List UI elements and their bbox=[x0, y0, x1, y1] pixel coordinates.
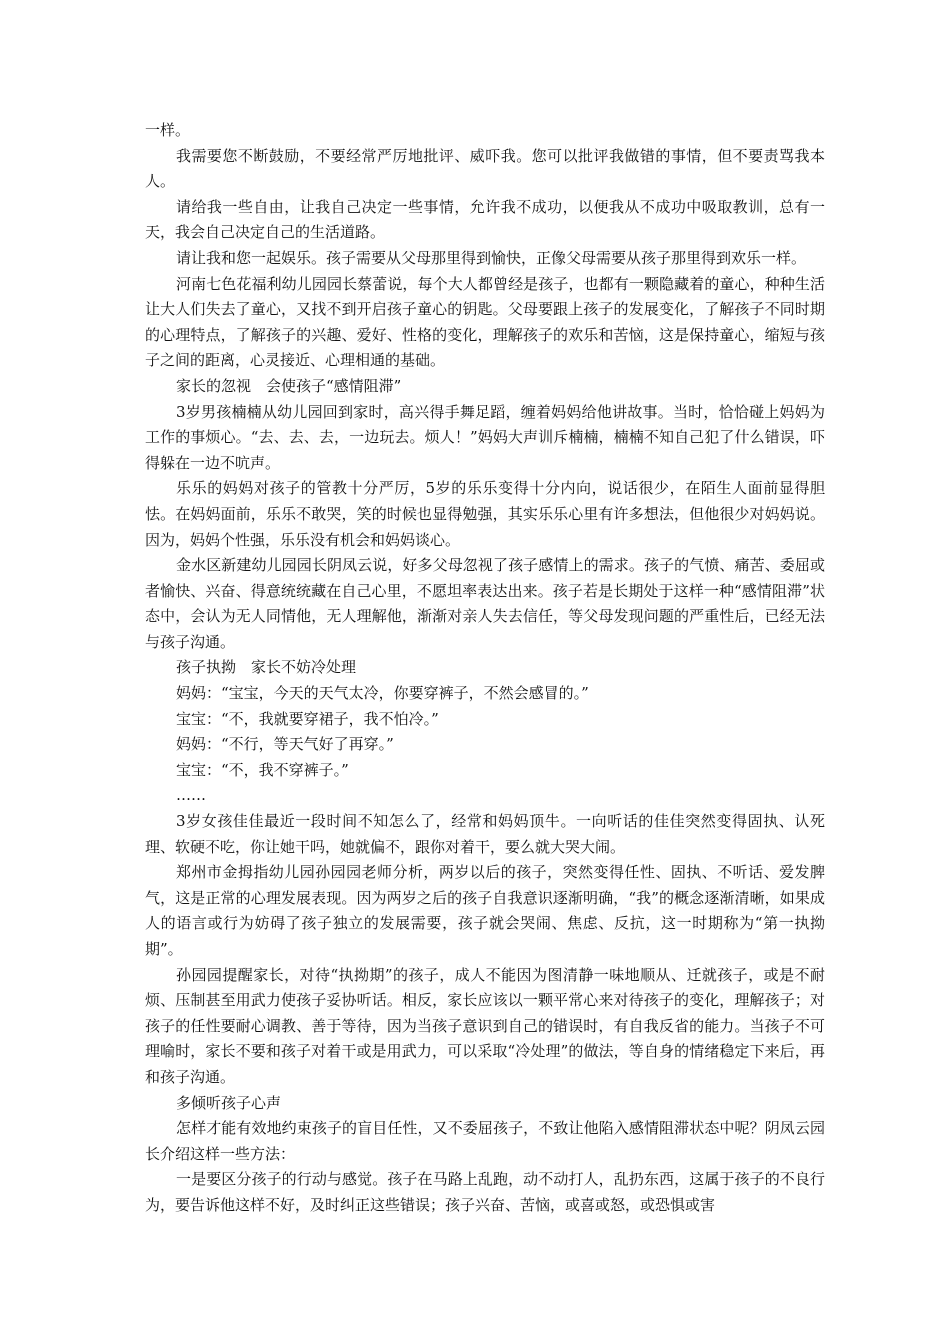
paragraph: 请让我和您一起娱乐。孩子需要从父母那里得到愉快，正像父母需要从孩子那里得到欢乐一样。 bbox=[176, 248, 807, 267]
dialogue-line: 妈妈：“不行，等天气好了再穿。” bbox=[176, 735, 394, 754]
paragraph: 乐乐的妈妈对孩子的管教十分严厉，5岁的乐乐变得十分内向，说话很少，在陌生人面前显得胆怯。在妈妈面前，乐乐不敢哭，笑的时候也显得勉强，其实乐乐心里有许多想法，但他很少对妈妈说。因为，妈妈个性强，乐乐没有机会和妈妈谈心。 bbox=[145, 479, 825, 549]
paragraph: 请给我一些自由，让我自己决定一些事情，允许我不成功，以便我从不成功中吸取教训，总有一天，我会自己决定自己的生活道路。 bbox=[145, 197, 825, 242]
dialogue-line: 宝宝：“不，我不穿裤子。” bbox=[176, 760, 349, 779]
dialogue-line: 妈妈：“宝宝，今天的天气太冷，你要穿裤子，不然会感冒的。” bbox=[176, 684, 589, 703]
dialogue-line: 宝宝：“不，我就要穿裙子，我不怕冷。” bbox=[176, 709, 439, 728]
paragraph: 3岁女孩佳佳最近一段时间不知怎么了，经常和妈妈顶牛。一向听话的佳佳突然变得固执、认死理、软硬不吃，你让她干吗，她就偏不，跟你对着干，要么就大哭大闹。 bbox=[145, 812, 825, 856]
paragraph: 河南七色花福利幼儿园园长蔡蕾说，每个大人都曾经是孩子，也都有一颗隐藏着的童心，种种生活让大人们失去了童心，又找不到开启孩子童心的钥匙。父母要跟上孩子的发展变化，了解孩子不同时期的心理特点，了解孩子的兴趣、爱好、性格的变化，理解孩子的欢乐和苦恼，这是保持童心，缩短与孩子之间的距离，心灵接近、心理相通的基础。 bbox=[145, 274, 825, 370]
paragraph: 金水区新建幼儿园园长阴凤云说，好多父母忽视了孩子感情上的需求。孩子的气愤、痛苦、委屈或者愉快、兴奋、得意统统藏在自己心里，不愿坦率表达出来。孩子若是长期处于这样一种“感情阻滞”状态中，会认为无人同情他，无人理解他，渐渐对亲人失去信任，等父母发现问题的严重性后，已经无法与孩子沟通。 bbox=[145, 556, 825, 651]
section-heading: 孩子执拗 家长不妨冷处理 bbox=[176, 658, 357, 677]
section-heading: 家长的忽视 会使孩子“感情阻滞” bbox=[176, 376, 402, 395]
paragraph: 郑州市金拇指幼儿园孙园园老师分析，两岁以后的孩子，突然变得任性、固执、不听话、爱发脾气，这是正常的心理发展表现。因为两岁之后的孩子自我意识逐渐明确，“我”的概念逐渐清晰，如果成人的语言或行为妨碍了孩子独立的发展需要，孩子就会哭闹、焦虑、反抗，这一时期称为“第一执拗期”。 bbox=[145, 863, 825, 958]
paragraph: 怎样才能有效地约束孩子的盲目任性，又不委屈孩子，不致让他陷入感情阻滞状态中呢？阴凤云园长介绍这样一些方法： bbox=[145, 1119, 825, 1163]
paragraph-continuation: 一样。 bbox=[145, 121, 191, 139]
paragraph: 一是要区分孩子的行动与感觉。孩子在马路上乱跑，动不动打人，乱扔东西，这属于孩子的不良行为，要告诉他这样不好，及时纠正这些错误；孩子兴奋、苦恼，或喜或怒，或恐惧或害 bbox=[145, 1170, 825, 1214]
paragraph: 我需要您不断鼓励，不要经常严厉地批评、威吓我。您可以批评我做错的事情，但不要责骂我本人。 bbox=[145, 146, 825, 191]
section-heading: 多倾听孩子心声 bbox=[176, 1093, 282, 1112]
document-page bbox=[145, 118, 825, 1219]
paragraph: 3岁男孩楠楠从幼儿园回到家时，高兴得手舞足蹈，缠着妈妈给他讲故事。当时，恰恰碰上妈妈为工作的事烦心。“去、去、去，一边玩去。烦人！”妈妈大声训斥楠楠，楠楠不知自己犯了什么错误，吓得躲在一边不吭声。 bbox=[145, 402, 825, 472]
ellipsis-line: …… bbox=[176, 786, 206, 805]
paragraph: 孙园园提醒家长，对待“执拗期”的孩子，成人不能因为图清静一味地顺从、迁就孩子，或是不耐烦、压制甚至用武力使孩子妥协听话。相反，家长应该以一颗平常心来对待孩子的变化，理解孩子；对孩子的任性要耐心调教、善于等待，因为当孩子意识到自己的错误时，有自我反省的能力。当孩子不可理喻时，家长不要和孩子对着干或是用武力，可以采取“冷处理”的做法，等自身的情绪稳定下来后，再和孩子沟通。 bbox=[145, 965, 825, 1086]
